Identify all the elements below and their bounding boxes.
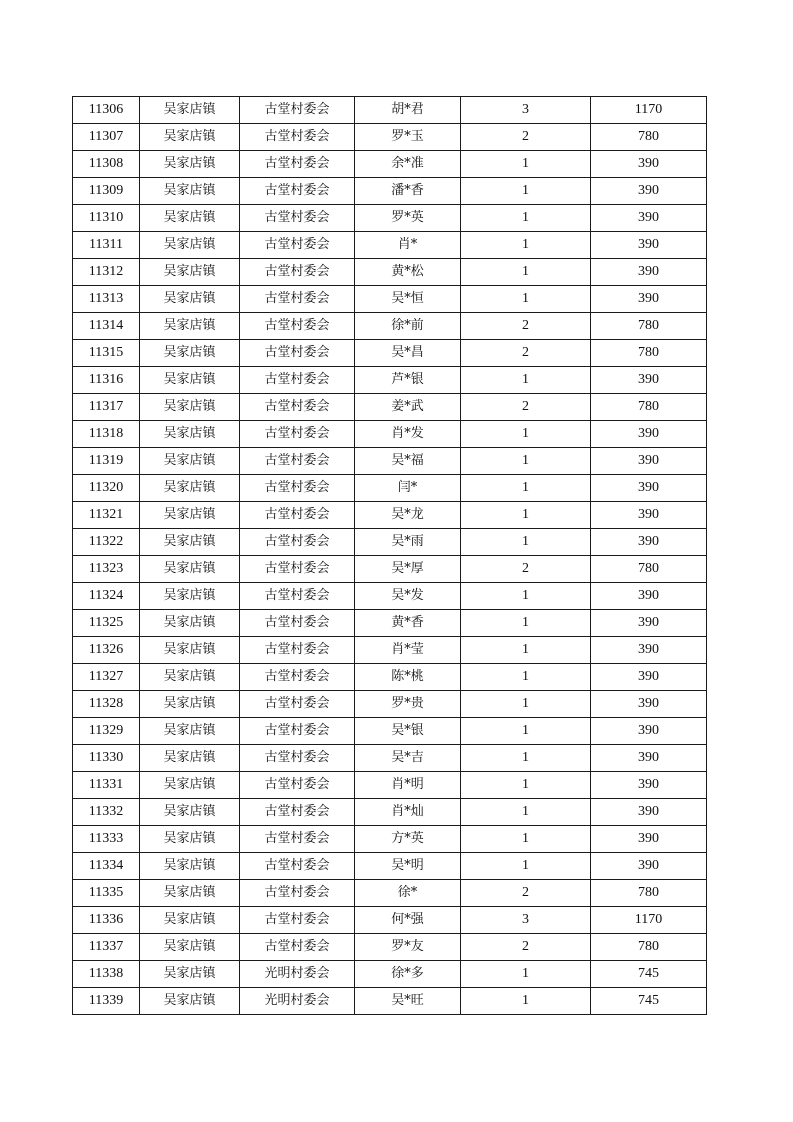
name-cell: 徐*多: [355, 961, 461, 988]
name-cell: 肖*灿: [355, 799, 461, 826]
amount-cell: 780: [591, 394, 707, 421]
village-cell: 古堂村委会: [240, 232, 355, 259]
village-cell: 光明村委会: [240, 988, 355, 1015]
village-cell: 古堂村委会: [240, 124, 355, 151]
table-row: [73, 583, 707, 610]
serial-cell: 11326: [73, 637, 140, 664]
name-cell: 肖*: [355, 232, 461, 259]
town-cell: 吴家店镇: [140, 610, 240, 637]
town-cell: 吴家店镇: [140, 664, 240, 691]
village-cell: 古堂村委会: [240, 934, 355, 961]
amount-cell: 780: [591, 880, 707, 907]
name-cell: 吴*吉: [355, 745, 461, 772]
count-cell: 1: [461, 664, 591, 691]
serial-cell: 11315: [73, 340, 140, 367]
amount-cell: 780: [591, 556, 707, 583]
name-cell: 徐*前: [355, 313, 461, 340]
amount-cell: 390: [591, 772, 707, 799]
table-row: [73, 286, 707, 313]
town-cell: 吴家店镇: [140, 151, 240, 178]
village-cell: 古堂村委会: [240, 340, 355, 367]
village-cell: 古堂村委会: [240, 394, 355, 421]
amount-cell: 390: [591, 718, 707, 745]
village-cell: 光明村委会: [240, 961, 355, 988]
village-cell: 古堂村委会: [240, 313, 355, 340]
serial-cell: 11328: [73, 691, 140, 718]
town-cell: 吴家店镇: [140, 529, 240, 556]
town-cell: 吴家店镇: [140, 961, 240, 988]
name-cell: 罗*英: [355, 205, 461, 232]
amount-cell: 390: [591, 259, 707, 286]
amount-cell: 745: [591, 961, 707, 988]
table-row: [73, 799, 707, 826]
town-cell: 吴家店镇: [140, 853, 240, 880]
village-cell: 古堂村委会: [240, 583, 355, 610]
table-row: [73, 502, 707, 529]
name-cell: 吴*福: [355, 448, 461, 475]
name-cell: 罗*贵: [355, 691, 461, 718]
table-row: [73, 718, 707, 745]
amount-cell: 390: [591, 799, 707, 826]
amount-cell: 390: [591, 610, 707, 637]
count-cell: 1: [461, 529, 591, 556]
serial-cell: 11319: [73, 448, 140, 475]
village-cell: 古堂村委会: [240, 691, 355, 718]
count-cell: 2: [461, 394, 591, 421]
table-row: [73, 232, 707, 259]
count-cell: 1: [461, 853, 591, 880]
serial-cell: 11309: [73, 178, 140, 205]
name-cell: 余*准: [355, 151, 461, 178]
table-row: [73, 934, 707, 961]
table-row: [73, 772, 707, 799]
table-row: [73, 691, 707, 718]
serial-cell: 11311: [73, 232, 140, 259]
table-row: [73, 205, 707, 232]
count-cell: 1: [461, 799, 591, 826]
village-cell: 古堂村委会: [240, 259, 355, 286]
count-cell: 2: [461, 880, 591, 907]
amount-cell: 390: [591, 286, 707, 313]
amount-cell: 780: [591, 340, 707, 367]
amount-cell: 1170: [591, 907, 707, 934]
name-cell: 吴*昌: [355, 340, 461, 367]
village-cell: 古堂村委会: [240, 907, 355, 934]
amount-cell: 390: [591, 583, 707, 610]
town-cell: 吴家店镇: [140, 421, 240, 448]
count-cell: 1: [461, 583, 591, 610]
name-cell: 肖*莹: [355, 637, 461, 664]
village-cell: 古堂村委会: [240, 664, 355, 691]
town-cell: 吴家店镇: [140, 880, 240, 907]
name-cell: 方*英: [355, 826, 461, 853]
name-cell: 芦*银: [355, 367, 461, 394]
table-row: [73, 367, 707, 394]
town-cell: 吴家店镇: [140, 205, 240, 232]
town-cell: 吴家店镇: [140, 124, 240, 151]
record-table-body: [73, 97, 707, 1015]
table-row: [73, 880, 707, 907]
name-cell: 吴*银: [355, 718, 461, 745]
serial-cell: 11318: [73, 421, 140, 448]
table-row: [73, 178, 707, 205]
serial-cell: 11313: [73, 286, 140, 313]
count-cell: 1: [461, 826, 591, 853]
name-cell: 吴*龙: [355, 502, 461, 529]
serial-cell: 11322: [73, 529, 140, 556]
village-cell: 古堂村委会: [240, 826, 355, 853]
amount-cell: 390: [591, 664, 707, 691]
village-cell: 古堂村委会: [240, 151, 355, 178]
town-cell: 吴家店镇: [140, 394, 240, 421]
count-cell: 1: [461, 286, 591, 313]
town-cell: 吴家店镇: [140, 97, 240, 124]
town-cell: 吴家店镇: [140, 367, 240, 394]
count-cell: 2: [461, 340, 591, 367]
town-cell: 吴家店镇: [140, 907, 240, 934]
town-cell: 吴家店镇: [140, 340, 240, 367]
table-row: [73, 826, 707, 853]
table-row: [73, 475, 707, 502]
village-cell: 古堂村委会: [240, 448, 355, 475]
table-row: [73, 556, 707, 583]
table-row: [73, 151, 707, 178]
count-cell: 1: [461, 151, 591, 178]
town-cell: 吴家店镇: [140, 772, 240, 799]
count-cell: 1: [461, 718, 591, 745]
amount-cell: 390: [591, 826, 707, 853]
town-cell: 吴家店镇: [140, 475, 240, 502]
serial-cell: 11339: [73, 988, 140, 1015]
count-cell: 2: [461, 934, 591, 961]
amount-cell: 780: [591, 313, 707, 340]
name-cell: 罗*友: [355, 934, 461, 961]
table-row: [73, 745, 707, 772]
name-cell: 吴*厚: [355, 556, 461, 583]
name-cell: 闫*: [355, 475, 461, 502]
serial-cell: 11314: [73, 313, 140, 340]
serial-cell: 11323: [73, 556, 140, 583]
table-row: [73, 448, 707, 475]
name-cell: 罗*玉: [355, 124, 461, 151]
serial-cell: 11308: [73, 151, 140, 178]
table-row: [73, 529, 707, 556]
village-cell: 古堂村委会: [240, 286, 355, 313]
count-cell: 1: [461, 745, 591, 772]
amount-cell: 390: [591, 529, 707, 556]
serial-cell: 11338: [73, 961, 140, 988]
town-cell: 吴家店镇: [140, 691, 240, 718]
table-row: [73, 907, 707, 934]
town-cell: 吴家店镇: [140, 286, 240, 313]
table-row: [73, 313, 707, 340]
village-cell: 古堂村委会: [240, 502, 355, 529]
serial-cell: 11335: [73, 880, 140, 907]
table-row: [73, 259, 707, 286]
count-cell: 1: [461, 421, 591, 448]
name-cell: 徐*: [355, 880, 461, 907]
town-cell: 吴家店镇: [140, 745, 240, 772]
village-cell: 古堂村委会: [240, 205, 355, 232]
amount-cell: 390: [591, 151, 707, 178]
village-cell: 古堂村委会: [240, 97, 355, 124]
count-cell: 1: [461, 772, 591, 799]
serial-cell: 11332: [73, 799, 140, 826]
count-cell: 1: [461, 178, 591, 205]
amount-cell: 390: [591, 205, 707, 232]
serial-cell: 11306: [73, 97, 140, 124]
town-cell: 吴家店镇: [140, 259, 240, 286]
table-row: [73, 988, 707, 1015]
name-cell: 吴*明: [355, 853, 461, 880]
serial-cell: 11325: [73, 610, 140, 637]
record-table: [72, 96, 707, 1015]
name-cell: 吴*恒: [355, 286, 461, 313]
count-cell: 1: [461, 691, 591, 718]
town-cell: 吴家店镇: [140, 637, 240, 664]
serial-cell: 11337: [73, 934, 140, 961]
count-cell: 1: [461, 637, 591, 664]
table-row: [73, 853, 707, 880]
name-cell: 何*强: [355, 907, 461, 934]
amount-cell: 390: [591, 367, 707, 394]
serial-cell: 11330: [73, 745, 140, 772]
table-row: [73, 97, 707, 124]
village-cell: 古堂村委会: [240, 745, 355, 772]
serial-cell: 11336: [73, 907, 140, 934]
table-row: [73, 961, 707, 988]
name-cell: 吴*旺: [355, 988, 461, 1015]
serial-cell: 11333: [73, 826, 140, 853]
serial-cell: 11317: [73, 394, 140, 421]
count-cell: 2: [461, 313, 591, 340]
table-row: [73, 664, 707, 691]
village-cell: 古堂村委会: [240, 880, 355, 907]
name-cell: 陈*桃: [355, 664, 461, 691]
town-cell: 吴家店镇: [140, 556, 240, 583]
count-cell: 2: [461, 124, 591, 151]
amount-cell: 390: [591, 745, 707, 772]
village-cell: 古堂村委会: [240, 367, 355, 394]
village-cell: 古堂村委会: [240, 772, 355, 799]
town-cell: 吴家店镇: [140, 718, 240, 745]
table-row: [73, 394, 707, 421]
count-cell: 1: [461, 961, 591, 988]
name-cell: 黄*香: [355, 610, 461, 637]
count-cell: 1: [461, 232, 591, 259]
town-cell: 吴家店镇: [140, 934, 240, 961]
serial-cell: 11327: [73, 664, 140, 691]
village-cell: 古堂村委会: [240, 475, 355, 502]
table-row: [73, 421, 707, 448]
name-cell: 肖*明: [355, 772, 461, 799]
village-cell: 古堂村委会: [240, 853, 355, 880]
name-cell: 潘*香: [355, 178, 461, 205]
village-cell: 古堂村委会: [240, 799, 355, 826]
amount-cell: 390: [591, 178, 707, 205]
name-cell: 姜*武: [355, 394, 461, 421]
village-cell: 古堂村委会: [240, 610, 355, 637]
serial-cell: 11320: [73, 475, 140, 502]
amount-cell: 390: [591, 691, 707, 718]
count-cell: 1: [461, 988, 591, 1015]
town-cell: 吴家店镇: [140, 988, 240, 1015]
serial-cell: 11329: [73, 718, 140, 745]
table-row: [73, 124, 707, 151]
town-cell: 吴家店镇: [140, 232, 240, 259]
serial-cell: 11334: [73, 853, 140, 880]
name-cell: 黄*松: [355, 259, 461, 286]
amount-cell: 390: [591, 853, 707, 880]
amount-cell: 390: [591, 232, 707, 259]
serial-cell: 11321: [73, 502, 140, 529]
name-cell: 吴*雨: [355, 529, 461, 556]
serial-cell: 11310: [73, 205, 140, 232]
town-cell: 吴家店镇: [140, 799, 240, 826]
village-cell: 古堂村委会: [240, 718, 355, 745]
village-cell: 古堂村委会: [240, 637, 355, 664]
amount-cell: 390: [591, 637, 707, 664]
name-cell: 吴*发: [355, 583, 461, 610]
village-cell: 古堂村委会: [240, 556, 355, 583]
name-cell: 胡*君: [355, 97, 461, 124]
town-cell: 吴家店镇: [140, 583, 240, 610]
count-cell: 1: [461, 448, 591, 475]
amount-cell: 780: [591, 124, 707, 151]
count-cell: 3: [461, 97, 591, 124]
town-cell: 吴家店镇: [140, 502, 240, 529]
amount-cell: 1170: [591, 97, 707, 124]
amount-cell: 745: [591, 988, 707, 1015]
count-cell: 2: [461, 556, 591, 583]
name-cell: 肖*发: [355, 421, 461, 448]
serial-cell: 11331: [73, 772, 140, 799]
serial-cell: 11316: [73, 367, 140, 394]
count-cell: 1: [461, 502, 591, 529]
amount-cell: 390: [591, 475, 707, 502]
count-cell: 1: [461, 259, 591, 286]
serial-cell: 11312: [73, 259, 140, 286]
village-cell: 古堂村委会: [240, 178, 355, 205]
count-cell: 1: [461, 205, 591, 232]
table-row: [73, 610, 707, 637]
count-cell: 1: [461, 610, 591, 637]
village-cell: 古堂村委会: [240, 529, 355, 556]
town-cell: 吴家店镇: [140, 448, 240, 475]
amount-cell: 390: [591, 502, 707, 529]
village-cell: 古堂村委会: [240, 421, 355, 448]
amount-cell: 390: [591, 421, 707, 448]
amount-cell: 390: [591, 448, 707, 475]
table-row: [73, 340, 707, 367]
town-cell: 吴家店镇: [140, 313, 240, 340]
serial-cell: 11324: [73, 583, 140, 610]
count-cell: 1: [461, 475, 591, 502]
town-cell: 吴家店镇: [140, 178, 240, 205]
town-cell: 吴家店镇: [140, 826, 240, 853]
table-row: [73, 637, 707, 664]
count-cell: 1: [461, 367, 591, 394]
amount-cell: 780: [591, 934, 707, 961]
count-cell: 3: [461, 907, 591, 934]
serial-cell: 11307: [73, 124, 140, 151]
